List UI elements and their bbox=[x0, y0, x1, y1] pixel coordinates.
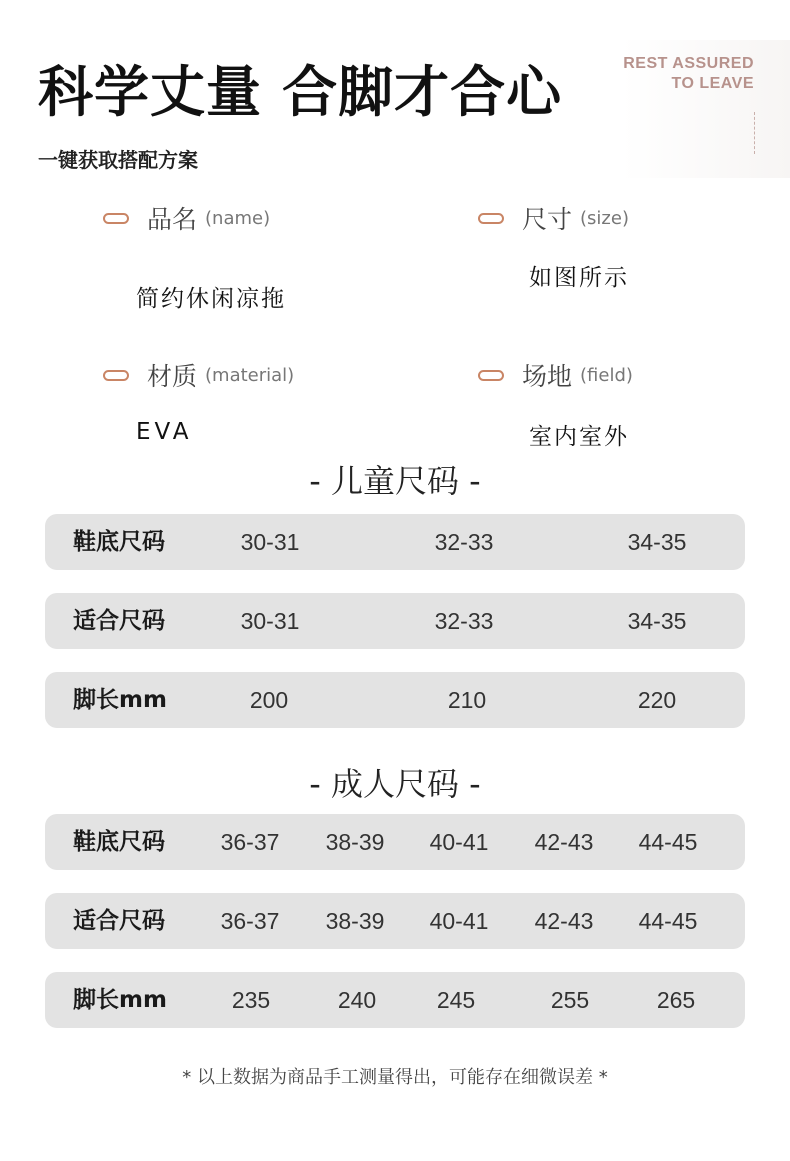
table-cell: 200 bbox=[249, 687, 289, 713]
row-label: 脚长mm bbox=[73, 987, 167, 1013]
table-cell: 30-31 bbox=[240, 529, 300, 555]
table-cell: 235 bbox=[231, 987, 271, 1013]
table-cell: 42-43 bbox=[534, 908, 594, 934]
adult-row-fit bbox=[45, 893, 745, 949]
table-cell: 44-45 bbox=[638, 908, 698, 934]
adult-size-title: - 成人尺码 - bbox=[309, 765, 481, 803]
kids-row-foot-length bbox=[45, 672, 745, 728]
spec-size-value: 如图所示 bbox=[529, 265, 629, 291]
table-cell: 210 bbox=[447, 687, 487, 713]
table-cell: 36-37 bbox=[220, 829, 280, 855]
measurement-note: * 以上数据为商品手工测量得出，可能存在细微误差 * bbox=[182, 1067, 608, 1088]
pill-icon bbox=[103, 370, 129, 381]
table-cell: 34-35 bbox=[627, 608, 687, 634]
spec-name-en: (name) bbox=[205, 207, 271, 229]
adult-row-foot-length bbox=[45, 972, 745, 1028]
page-title: 科学丈量 合脚才合心 bbox=[38, 60, 563, 124]
table-cell: 220 bbox=[637, 687, 677, 713]
table-cell: 32-33 bbox=[434, 529, 494, 555]
spec-size-label bbox=[478, 200, 629, 236]
table-cell: 38-39 bbox=[325, 829, 385, 855]
table-cell: 240 bbox=[337, 987, 377, 1013]
spec-size-cn: 尺寸 bbox=[522, 205, 573, 234]
table-cell: 40-41 bbox=[429, 829, 489, 855]
spec-field-value: 室内室外 bbox=[529, 424, 629, 450]
brand-slogan-line2: TO LEAVE bbox=[671, 75, 754, 92]
table-cell: 245 bbox=[436, 987, 476, 1013]
spec-name-value: 简约休闲凉拖 bbox=[136, 286, 286, 312]
spec-material-label bbox=[103, 357, 294, 393]
table-cell: 36-37 bbox=[220, 908, 280, 934]
spec-size-en: (size) bbox=[580, 207, 629, 229]
pill-icon bbox=[478, 213, 504, 224]
brand-slogan bbox=[623, 54, 754, 94]
page-subtitle: 一键获取搭配方案 bbox=[38, 148, 198, 172]
spec-name-label bbox=[103, 200, 270, 236]
table-cell: 40-41 bbox=[429, 908, 489, 934]
kids-size-title: - 儿童尺码 - bbox=[309, 462, 481, 500]
table-cell: 34-35 bbox=[627, 529, 687, 555]
brand-slogan-line1: REST ASSURED bbox=[623, 55, 754, 72]
row-label: 鞋底尺码 bbox=[73, 529, 165, 555]
pill-icon bbox=[103, 213, 129, 224]
adult-row-sole bbox=[45, 814, 745, 870]
spec-field-cn: 场地 bbox=[522, 362, 573, 391]
table-cell: 38-39 bbox=[325, 908, 385, 934]
pill-icon bbox=[478, 370, 504, 381]
table-cell: 42-43 bbox=[534, 829, 594, 855]
table-cell: 32-33 bbox=[434, 608, 494, 634]
spec-name-cn: 品名 bbox=[147, 205, 198, 234]
row-label: 脚长mm bbox=[73, 687, 167, 713]
table-cell: 265 bbox=[656, 987, 696, 1013]
row-label: 适合尺码 bbox=[73, 608, 165, 634]
kids-row-fit bbox=[45, 593, 745, 649]
table-cell: 30-31 bbox=[240, 608, 300, 634]
kids-row-sole bbox=[45, 514, 745, 570]
spec-field-en: (field) bbox=[580, 364, 633, 386]
spec-material-value: EVA bbox=[136, 419, 193, 445]
spec-material-en: (material) bbox=[205, 364, 295, 386]
row-label: 鞋底尺码 bbox=[73, 829, 165, 855]
spec-field-label bbox=[478, 357, 633, 393]
row-label: 适合尺码 bbox=[73, 908, 165, 934]
dashed-divider bbox=[754, 112, 755, 154]
spec-material-cn: 材质 bbox=[147, 362, 198, 391]
table-cell: 255 bbox=[550, 987, 590, 1013]
table-cell: 44-45 bbox=[638, 829, 698, 855]
